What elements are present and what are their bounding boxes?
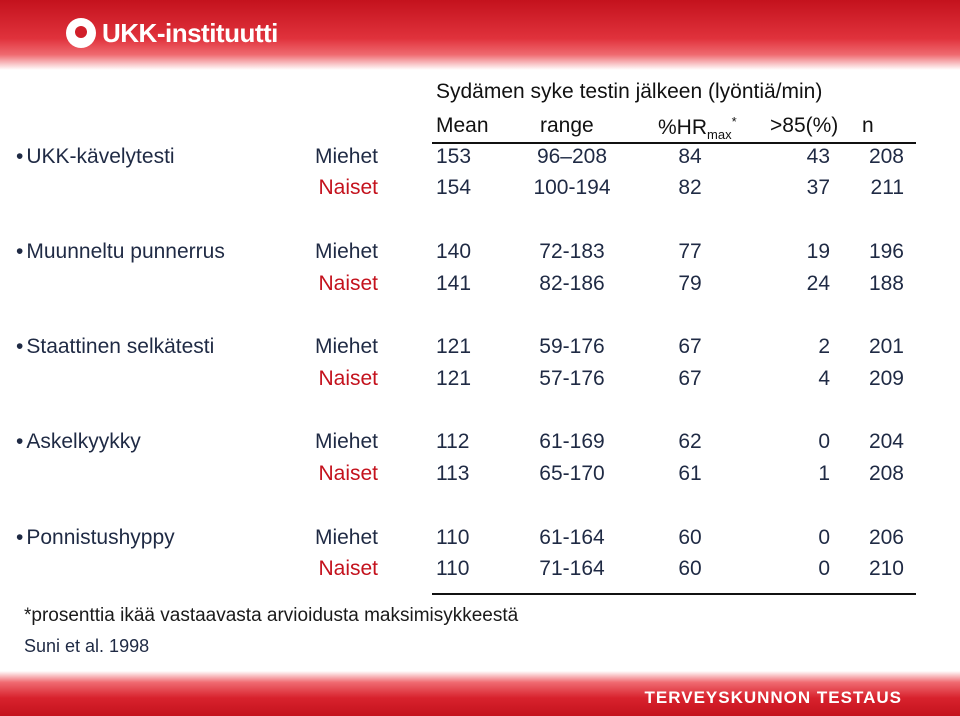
sex-label: Miehet — [314, 526, 378, 549]
pct-value: 4 — [818, 367, 830, 390]
bottom-rule — [432, 593, 916, 595]
n-value: 208 — [868, 145, 904, 168]
ukk-logo-icon — [66, 18, 96, 48]
pct-value: 37 — [806, 176, 830, 199]
test-name: • UKK-kävelytesti — [16, 145, 175, 169]
n-value: 188 — [868, 272, 904, 295]
footer-banner — [0, 671, 960, 716]
n-value: 206 — [868, 526, 904, 549]
n-value: 209 — [868, 367, 904, 390]
header-hr-sub: max — [707, 127, 732, 143]
table-row — [0, 557, 960, 589]
header-hrmax — [658, 114, 737, 142]
range-value: 61-169 — [539, 430, 605, 453]
mean-value: 112 — [436, 430, 470, 453]
n-value: 208 — [868, 462, 904, 485]
table-row — [0, 145, 960, 177]
sex-label: Naiset — [318, 557, 378, 580]
range-value: 72-183 — [539, 240, 605, 263]
n-value: 211 — [870, 176, 904, 199]
hrmax-value: 60 — [678, 557, 702, 580]
range-value: 65-170 — [539, 462, 605, 485]
ukk-logo — [66, 15, 278, 51]
header-range: range — [540, 114, 594, 137]
hrmax-value: 61 — [678, 462, 702, 485]
sex-label: Miehet — [314, 240, 378, 263]
test-name: • Muunneltu punnerrus — [16, 240, 225, 264]
table-row — [0, 272, 960, 304]
range-value: 57-176 — [539, 367, 605, 390]
hrmax-value: 82 — [678, 176, 702, 199]
sex-label: Naiset — [318, 462, 378, 485]
header-hr-sup: * — [731, 114, 737, 129]
mean-value: 113 — [436, 462, 470, 485]
sex-label: Naiset — [318, 176, 378, 199]
header-n: n — [862, 114, 874, 137]
header-rule — [432, 142, 916, 144]
test-name: • Ponnistushyppy — [16, 526, 175, 550]
sex-label: Miehet — [314, 430, 378, 453]
table-row — [0, 526, 960, 558]
test-name: • Askelkyykky — [16, 430, 141, 454]
pct-value: 0 — [818, 557, 830, 580]
n-value: 204 — [868, 430, 904, 453]
test-name: • Staattinen selkätesti — [16, 335, 214, 359]
hrmax-value: 77 — [678, 240, 702, 263]
table-row — [0, 335, 960, 367]
pct-value: 0 — [818, 526, 830, 549]
sex-label: Naiset — [318, 272, 378, 295]
footnote: *prosenttia ikää vastaavasta arvioidusta maksimisykkeestä — [24, 605, 519, 626]
mean-value: 140 — [436, 240, 472, 263]
range-value: 96–208 — [536, 145, 608, 168]
pct-value: 2 — [818, 335, 830, 358]
header-banner — [0, 0, 960, 70]
hrmax-value: 67 — [678, 335, 702, 358]
hrmax-value: 79 — [678, 272, 702, 295]
hrmax-value: 84 — [678, 145, 702, 168]
range-value: 82-186 — [539, 272, 605, 295]
mean-value: 110 — [436, 557, 470, 580]
range-value: 100-194 — [533, 176, 611, 199]
table-row — [0, 240, 960, 272]
sex-label: Miehet — [314, 335, 378, 358]
mean-value: 153 — [436, 145, 472, 168]
table-row — [0, 462, 960, 494]
logo-text: UKK-instituutti — [102, 17, 278, 48]
source-citation: Suni et al. 1998 — [24, 636, 150, 656]
sex-label: Naiset — [318, 367, 378, 390]
range-value: 71-164 — [539, 557, 605, 580]
n-value: 196 — [868, 240, 904, 263]
sex-label: Miehet — [314, 145, 378, 168]
pct-value: 24 — [806, 272, 830, 295]
table-title: Sydämen syke testin jälkeen (lyöntiä/min) — [436, 80, 823, 103]
mean-value: 121 — [436, 367, 472, 390]
hrmax-value: 62 — [678, 430, 702, 453]
pct-value: 43 — [806, 145, 830, 168]
footer-text: TERVEYSKUNNON TESTAUS — [644, 688, 902, 707]
pct-value: 19 — [806, 240, 830, 263]
header-pct: >85(%) — [770, 114, 839, 137]
n-value: 210 — [868, 557, 904, 580]
header-hr-main: %HR — [658, 116, 708, 139]
mean-value: 154 — [436, 176, 472, 199]
table-row — [0, 430, 960, 462]
mean-value: 121 — [436, 335, 472, 358]
mean-value: 110 — [436, 526, 470, 549]
hrmax-value: 60 — [678, 526, 702, 549]
table-row — [0, 176, 960, 208]
table-row — [0, 367, 960, 399]
range-value: 61-164 — [539, 526, 605, 549]
pct-value: 1 — [818, 462, 830, 485]
hrmax-value: 67 — [678, 367, 702, 390]
pct-value: 0 — [818, 430, 830, 453]
header-mean: Mean — [436, 114, 489, 137]
n-value: 201 — [868, 335, 904, 358]
mean-value: 141 — [436, 272, 472, 295]
range-value: 59-176 — [539, 335, 605, 358]
